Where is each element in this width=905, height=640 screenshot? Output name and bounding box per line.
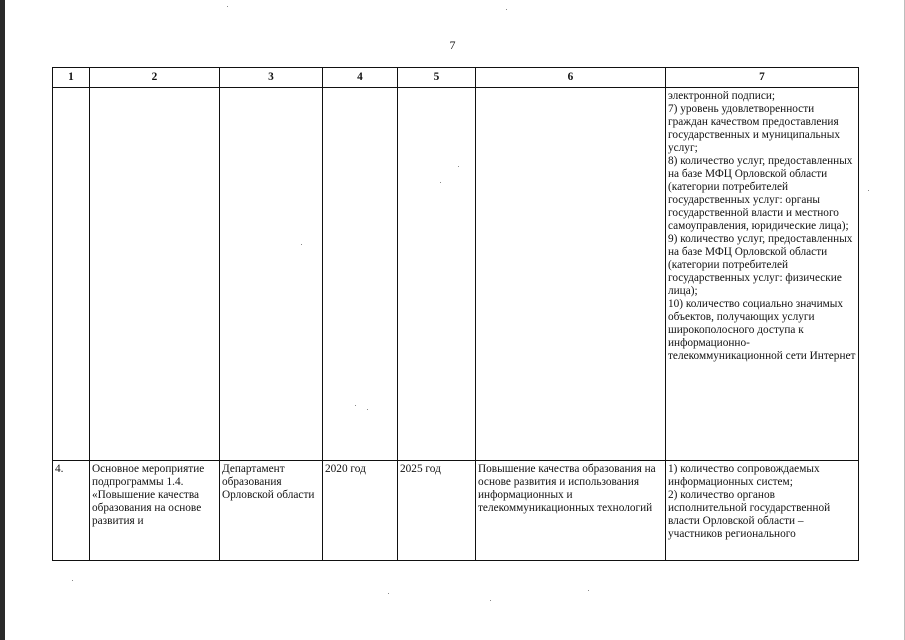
scan-speck (490, 600, 491, 601)
indicator-text: 8) количество услуг, предоставленных на базе МФЦ Орловской области (категории потребителей государственных услуг: органы государственной власти и местного самоуправления, юридические лица); (668, 155, 853, 232)
table-row-4 (53, 461, 859, 561)
header-col-7: 7 (666, 68, 859, 88)
scan-speck (367, 409, 368, 410)
scan-speck (458, 166, 459, 167)
program-table (52, 67, 859, 561)
scan-speck (355, 405, 356, 406)
row-number: 4. (53, 461, 90, 561)
indicator-text: 10) количество социально значимых объектов, получающих услуги широкополосного доступа к информационно-телекоммуникационной сети Интернет (668, 298, 856, 362)
executor-cell: Департамент образования Орловской области (220, 461, 323, 561)
table-row-continuation (53, 88, 859, 461)
scan-speck (588, 590, 589, 591)
scan-speck (388, 593, 389, 594)
indicator-text: 2) количество органов исполнительной государственной власти Орловской области – участников регионального (668, 489, 831, 540)
scan-speck (506, 9, 507, 10)
indicators-cell (666, 88, 859, 461)
page-number: 7 (449, 38, 456, 52)
header-col-6: 6 (476, 68, 666, 88)
activity-cell: Основное мероприятие подпрограммы 1.4. «Повышение качества образования на основе развития и (90, 461, 220, 561)
cell-empty (53, 88, 90, 461)
header-col-1: 1 (53, 68, 90, 88)
header-row (53, 68, 859, 88)
indicators-cell (666, 461, 859, 561)
cell-empty (398, 88, 476, 461)
indicator-text: 1) количество сопровождаемых информационных систем; (668, 463, 820, 488)
scan-speck (440, 182, 441, 183)
scan-left-edge (0, 0, 5, 640)
cell-empty (90, 88, 220, 461)
header-col-2: 2 (90, 68, 220, 88)
scan-speck (227, 6, 228, 7)
cell-empty (323, 88, 398, 461)
start-year-cell: 2020 год (323, 461, 398, 561)
indicator-text: 7) уровень удовлетворенности граждан качеством предоставления государственных и муниципальных услуг; (668, 103, 840, 154)
header-col-4: 4 (323, 68, 398, 88)
cell-empty (476, 88, 666, 461)
end-year-cell: 2025 год (398, 461, 476, 561)
cell-empty (220, 88, 323, 461)
scan-speck (868, 190, 869, 191)
header-col-5: 5 (398, 68, 476, 88)
indicator-text: электронной подписи; (668, 90, 776, 102)
indicator-text: 9) количество услуг, предоставленных на базе МФЦ Орловской области (категории потребителей государственных услуг: физические лица); (668, 233, 853, 297)
result-cell: Повышение качества образования на основе развития и использования информационных и телекоммуникационных технологий (476, 461, 666, 561)
header-col-3: 3 (220, 68, 323, 88)
scan-speck (72, 580, 73, 581)
scan-speck (301, 244, 302, 245)
